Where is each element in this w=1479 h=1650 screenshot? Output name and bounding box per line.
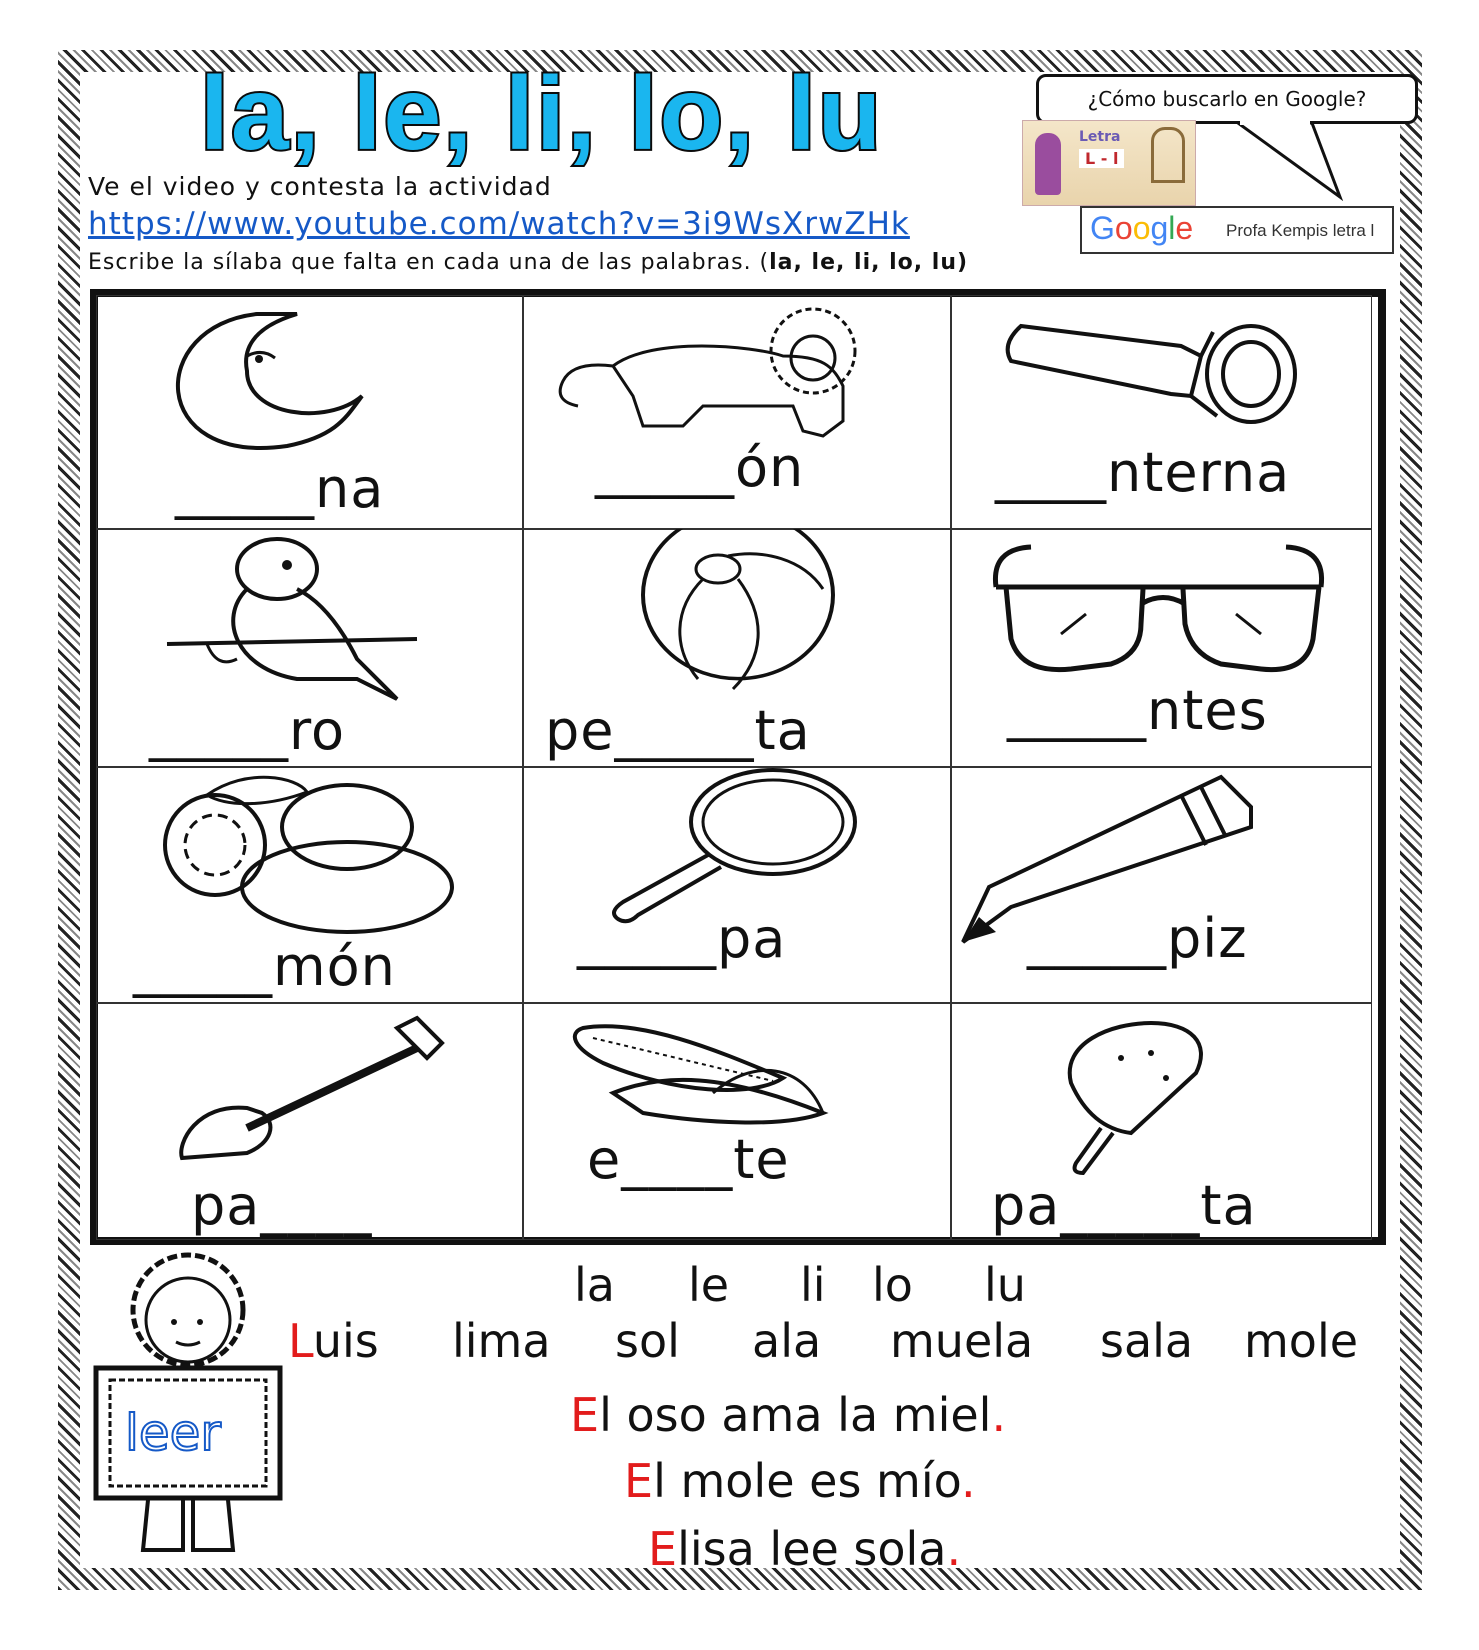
leer-sign: leer [125,1404,221,1462]
word-fill[interactable]: _____piz [1027,907,1248,970]
syllable-lo: lo [872,1258,913,1312]
grid-cell [522,766,952,1004]
reading-word: mole [1244,1314,1359,1368]
reading-sentence: El oso ama la miel. [570,1388,1007,1442]
task-instruction: Escribe la sílaba que falta en cada una de las palabras. (la, le, li, lo, lu) [88,250,969,275]
search-help-bubble: ¿Cómo buscarlo en Google? [1036,74,1418,124]
bubble-tail [1230,121,1360,201]
window-icon [1151,127,1185,183]
word-fill[interactable]: _____ón [595,436,805,499]
word-fill[interactable]: ____nterna [995,441,1291,504]
syllable-lu: lu [984,1258,1026,1312]
video-instruction: Ve el video y contesta la actividad [88,172,552,201]
teacher-figure-icon [1035,133,1061,195]
search-query: Profa Kempis letra l [1226,221,1375,240]
word-fill[interactable]: _____ntes [1007,679,1268,742]
grid-cell [96,766,524,1004]
grid-cell [522,1002,952,1240]
youtube-link[interactable]: https://www.youtube.com/watch?v=3i9WsXrwZHk [88,206,910,242]
thumbnail-title: Letra [1079,129,1121,145]
grid-cell [950,766,1372,1004]
reading-sentence: El mole es mío. [624,1454,976,1508]
word-fill[interactable]: _____món [133,935,396,998]
syllable-li: li [800,1258,826,1312]
word-fill[interactable]: _____pa [577,907,787,970]
reading-sentence: Elisa lee sola. [648,1522,962,1576]
reading-word: sala [1100,1314,1194,1368]
reading-word: ala [752,1314,822,1368]
reading-word: muela [890,1314,1034,1368]
thumbnail-letters: L - l [1079,149,1124,168]
word-fill[interactable]: _____na [175,457,385,520]
grid-cell [950,1002,1372,1240]
grid-cell [96,528,524,768]
reading-word: Luis [288,1314,379,1368]
grid-cell [522,528,952,768]
word-fill[interactable]: e____te [587,1128,790,1191]
google-search-box[interactable] [1080,206,1394,254]
word-fill[interactable]: pe_____ta [545,699,811,762]
syllable-la: la [574,1258,615,1312]
word-fill[interactable]: pa_____ta [991,1174,1257,1237]
reading-word: lima [452,1314,551,1368]
word-fill[interactable]: pa____ [191,1174,373,1237]
grid-cell [96,295,524,530]
corn-icon [523,1003,953,1241]
reading-word: sol [615,1314,680,1368]
grid-cell [950,295,1372,530]
google-logo: Google [1090,210,1194,246]
syllable-le: le [688,1258,730,1312]
grid-cell [950,528,1372,768]
grid-cell [522,295,952,530]
page-title: la, le, li, lo, lu [200,56,884,172]
word-fill[interactable]: _____ro [149,699,346,762]
video-thumbnail[interactable] [1022,120,1196,206]
grid-cell [96,1002,524,1240]
